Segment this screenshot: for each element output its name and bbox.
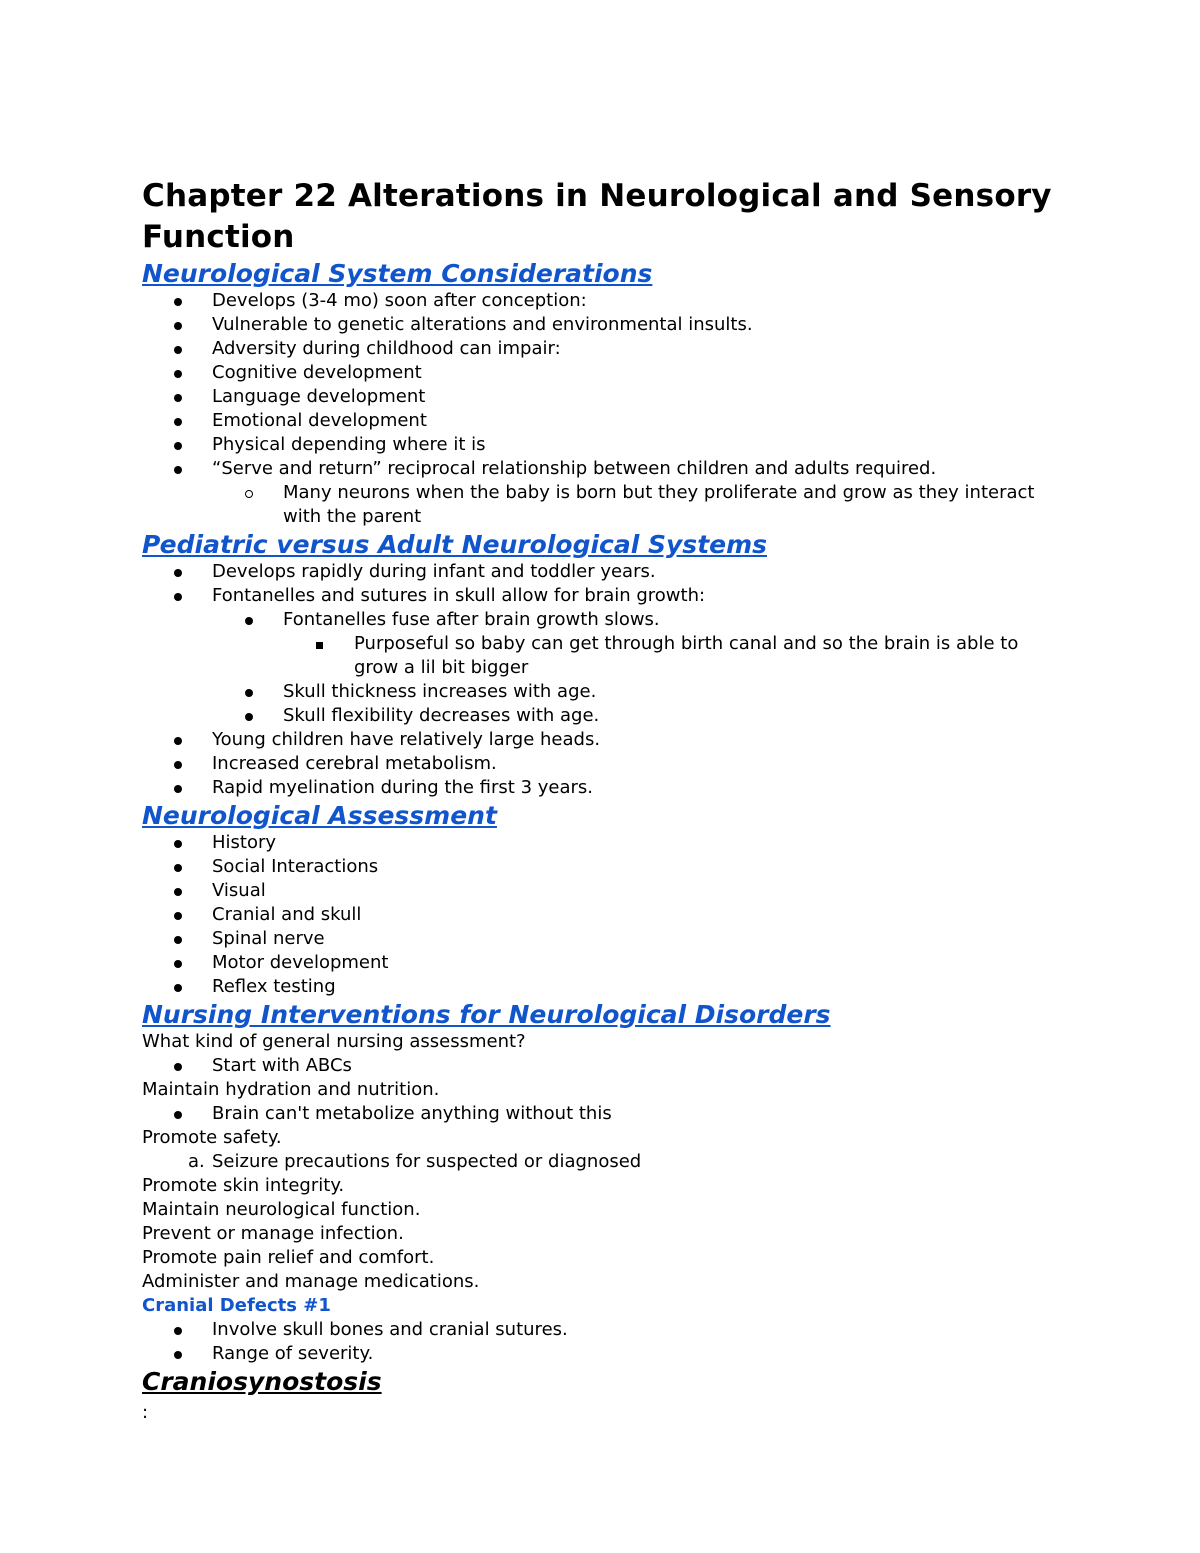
bullet-icon [174, 322, 182, 330]
bullet-icon [174, 394, 182, 402]
paragraph: Prevent or manage infection. [142, 1223, 404, 1244]
bullet-icon [245, 689, 253, 697]
bullet-icon [174, 936, 182, 944]
list-item: Range of severity. [142, 1342, 1060, 1366]
list-letter: a. [188, 1151, 205, 1172]
bullet-icon [174, 370, 182, 378]
bullet-list [142, 560, 1060, 800]
list-item: Language development [142, 385, 1060, 409]
list-item: Motor development [142, 951, 1060, 975]
bullet-icon [174, 1063, 182, 1071]
list-item: Brain can't metabolize anything without this [142, 1102, 1060, 1126]
list-item: Involve skull bones and cranial sutures. [142, 1318, 1060, 1342]
bullet-icon [174, 864, 182, 872]
list-item: Start with ABCs [142, 1054, 1060, 1078]
bullet-icon [174, 1111, 182, 1119]
list-item: Fontanelles and sutures in skull allow for brain growth: [142, 584, 1060, 608]
bullet-icon [245, 617, 253, 625]
bullet-icon [174, 418, 182, 426]
list-item: a. Seizure precautions for suspected or diagnosed [188, 1151, 642, 1172]
bullet-icon [174, 1351, 182, 1359]
list-item: Physical depending where it is [142, 433, 1060, 457]
section-heading-link[interactable]: Nursing Interventions for Neurological Disorders [142, 1000, 831, 1029]
section-pediatric-vs-adult [142, 529, 1060, 560]
bullet-icon [174, 737, 182, 745]
bullet-list [142, 1318, 1060, 1366]
list-item: Adversity during childhood can impair: [142, 337, 1060, 361]
bullet-list [142, 831, 1060, 999]
paragraph: Promote skin integrity. [142, 1175, 345, 1196]
section-nursing-interventions [142, 999, 1060, 1030]
bullet-icon [174, 346, 182, 354]
section-heading-link[interactable]: Neurological Assessment [142, 801, 497, 830]
section-neurological-assessment [142, 800, 1060, 831]
bullet-icon [174, 912, 182, 920]
heading-trailing-colon: : [142, 1402, 149, 1423]
list-item: Cognitive development [142, 361, 1060, 385]
bullet-list [142, 289, 1060, 529]
list-item: “Serve and return” reciprocal relationship between children and adults required. [142, 457, 1060, 481]
list-item: Develops (3-4 mo) soon after conception: [142, 289, 1060, 313]
list-item: Young children have relatively large heads. [142, 728, 1060, 752]
section-neuro-considerations [142, 258, 1060, 289]
paragraph: Maintain hydration and nutrition. [142, 1079, 440, 1100]
section-heading-link[interactable]: Pediatric versus Adult Neurological Systems [142, 530, 768, 559]
hollow-bullet-icon [245, 490, 253, 498]
lettered-list [142, 1150, 1060, 1174]
square-bullet-icon [316, 642, 323, 649]
list-item: Rapid myelination during the first 3 years. [142, 776, 1060, 800]
paragraph: Promote pain relief and comfort. [142, 1247, 435, 1268]
bullet-icon [174, 888, 182, 896]
list-item: Fontanelles fuse after brain growth slows. [142, 608, 1060, 632]
bullet-icon [174, 984, 182, 992]
list-item: Social Interactions [142, 855, 1060, 879]
list-item: Cranial and skull [142, 903, 1060, 927]
list-item: Skull thickness increases with age. [142, 680, 1060, 704]
list-item: Reflex testing [142, 975, 1060, 999]
list-item: Vulnerable to genetic alterations and environmental insults. [142, 313, 1060, 337]
bullet-icon [245, 713, 253, 721]
bullet-icon [174, 442, 182, 450]
list-item: Purposeful so baby can get through birth canal and so the brain is able to grow a lil bit bigger [142, 632, 1060, 680]
bullet-icon [174, 785, 182, 793]
list-item: History [142, 831, 1060, 855]
subsection-heading: Cranial Defects #1 [142, 1295, 331, 1316]
bullet-list [142, 1102, 1060, 1126]
paragraph: Administer and manage medications. [142, 1271, 480, 1292]
paragraph: What kind of general nursing assessment? [142, 1031, 526, 1052]
paragraph: Maintain neurological function. [142, 1199, 421, 1220]
list-item: Many neurons when the baby is born but they proliferate and grow as they interact with the parent [142, 481, 1060, 529]
list-item: Visual [142, 879, 1060, 903]
list-item: Spinal nerve [142, 927, 1060, 951]
bullet-icon [174, 569, 182, 577]
bullet-icon [174, 840, 182, 848]
section-heading-link[interactable]: Neurological System Considerations [142, 259, 653, 288]
list-item: Increased cerebral metabolism. [142, 752, 1060, 776]
section-heading: Craniosynostosis [142, 1367, 382, 1396]
bullet-icon [174, 960, 182, 968]
list-item: Develops rapidly during infant and toddler years. [142, 560, 1060, 584]
bullet-icon [174, 298, 182, 306]
bullet-icon [174, 593, 182, 601]
bullet-icon [174, 761, 182, 769]
list-item: Skull flexibility decreases with age. [142, 704, 1060, 728]
section-craniosynostosis [142, 1366, 1060, 1429]
bullet-list [142, 1054, 1060, 1078]
bullet-icon [174, 466, 182, 474]
bullet-icon [174, 1327, 182, 1335]
paragraph: Promote safety. [142, 1127, 282, 1148]
document-title: Chapter 22 Alterations in Neurological and Sensory Function [142, 178, 1052, 255]
list-item: Emotional development [142, 409, 1060, 433]
